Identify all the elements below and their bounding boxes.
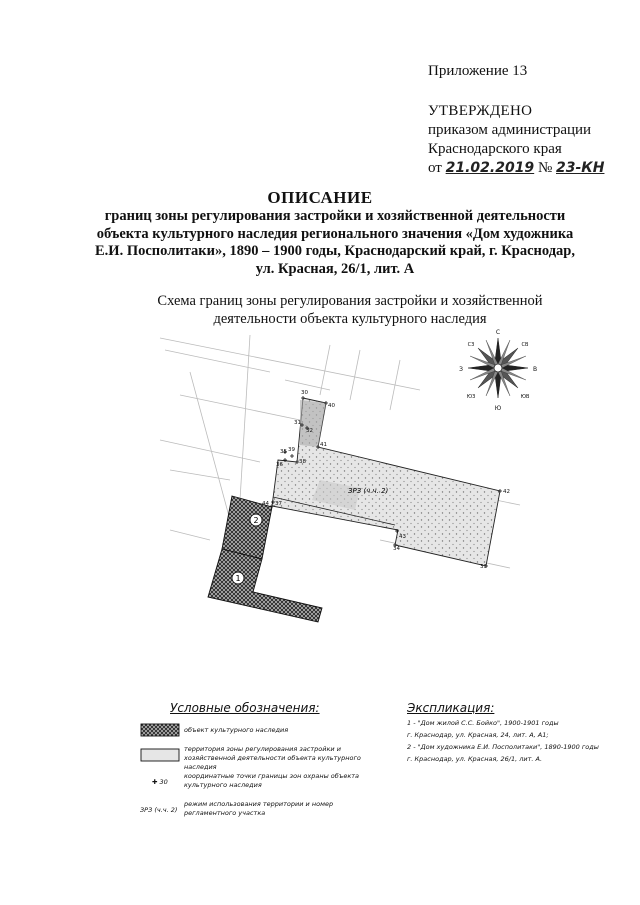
legend-swatch-object [140,723,180,737]
date-value: 21.02.2019 [445,160,535,176]
legend-symbol-zrz: ЗРЗ (ч.ч. 2) [140,806,178,814]
document-title: ОПИСАНИЕ [267,188,373,207]
legend-text-zone: территория зоны регулирования застройки и хозяйственной деятельности объекта культурного наследия [184,745,361,771]
subtitle-line-4: ул. Красная, 26/1, лит. А [255,260,415,277]
number-value: 23-КН [556,160,605,176]
svg-text:30: 30 [301,390,308,396]
scheme-title-line-1: Схема границ зоны регулирования застройки и хозяйственной [157,293,543,309]
svg-text:ЮЗ: ЮЗ [466,394,476,400]
point-40 [324,401,335,409]
point-32 [305,426,313,434]
object-number-2: 2 [253,516,259,525]
svg-text:39: 39 [288,447,295,453]
explication-line-2: г. Краснодар, ул. Красная, 24, лит. А, А1; [407,731,549,739]
svg-text:В: В [532,366,538,373]
zone-label: ЗРЗ (ч.ч. 2) [348,487,389,495]
number-prefix: № [537,160,553,176]
subtitle-line-1: границ зоны регулирования застройки и хозяйственной деятельности [104,208,566,224]
heritage-objects [208,496,322,622]
explication-line-1: 1 - "Дом жилой С.С. Бойко", 1900-1901 годы [407,719,559,727]
legend-point-number: 30 [159,778,168,786]
approval-date-line [428,159,604,178]
appendix-label: Приложение 13 [428,63,528,79]
approval-line-1: приказом администрации [428,122,592,138]
zrz-zone [272,398,500,566]
svg-text:37: 37 [275,501,282,507]
subtitle-line-2: объекта культурного наследия регионального значения «Дом художника [96,225,574,242]
legend-text-object: объект культурного наследия [184,726,289,734]
svg-text:41: 41 [320,442,327,448]
svg-text:38: 38 [299,459,306,465]
svg-text:43: 43 [399,534,406,540]
point-39 [288,447,295,458]
legend-text-zrz: режим использования территории и номер регламентного участка [184,800,334,817]
scheme-map [150,325,590,700]
svg-text:Ю: Ю [494,405,502,412]
object-number-1: 1 [235,574,241,583]
explication-heading: Экспликация: [407,701,495,715]
svg-text:36: 36 [276,462,283,468]
svg-text:31: 31 [294,420,301,426]
point-33 [480,564,488,570]
legend-symbol-point: ✚ 30 [152,778,168,786]
point-35 [280,449,287,455]
explication-line-3: 2 - "Дом художника Е.И. Посполитаки", 1890-1900 годы [407,743,599,751]
svg-text:34: 34 [393,546,400,552]
approval-line-2: Краснодарского края [428,141,562,157]
svg-text:44: 44 [262,501,269,507]
svg-text:35: 35 [280,449,287,455]
legend-heading: Условные обозначения: [170,701,320,715]
svg-text:СВ: СВ [521,342,529,348]
document-subtitle [95,208,575,278]
svg-text:СЗ: СЗ [467,342,475,348]
svg-text:42: 42 [503,489,510,495]
approval-title: УТВЕРЖДЕНО [428,103,533,119]
svg-text:33: 33 [480,564,487,570]
subtitle-line-3: Е.И. Посполитаки», 1890 – 1900 годы, Краснодарский край, г. Краснодар, [95,243,575,259]
scheme-title-line-2: деятельности объекта культурного наследия [213,310,487,327]
scheme-title [140,293,560,328]
svg-text:32: 32 [306,428,313,434]
svg-text:ЮВ: ЮВ [520,394,530,400]
svg-text:С: С [495,329,501,336]
explication-line-4: г. Краснодар, ул. Красная, 26/1, лит. А. [407,755,543,763]
approval-block [428,102,604,178]
svg-text:40: 40 [328,403,335,409]
legend-swatch-zone [140,748,180,762]
svg-text:З: З [459,366,463,373]
date-prefix: от [428,160,442,176]
compass-rose-icon [459,329,537,412]
legend-text-point: координатные точки границы зон охраны объекта культурного наследия [184,772,360,789]
